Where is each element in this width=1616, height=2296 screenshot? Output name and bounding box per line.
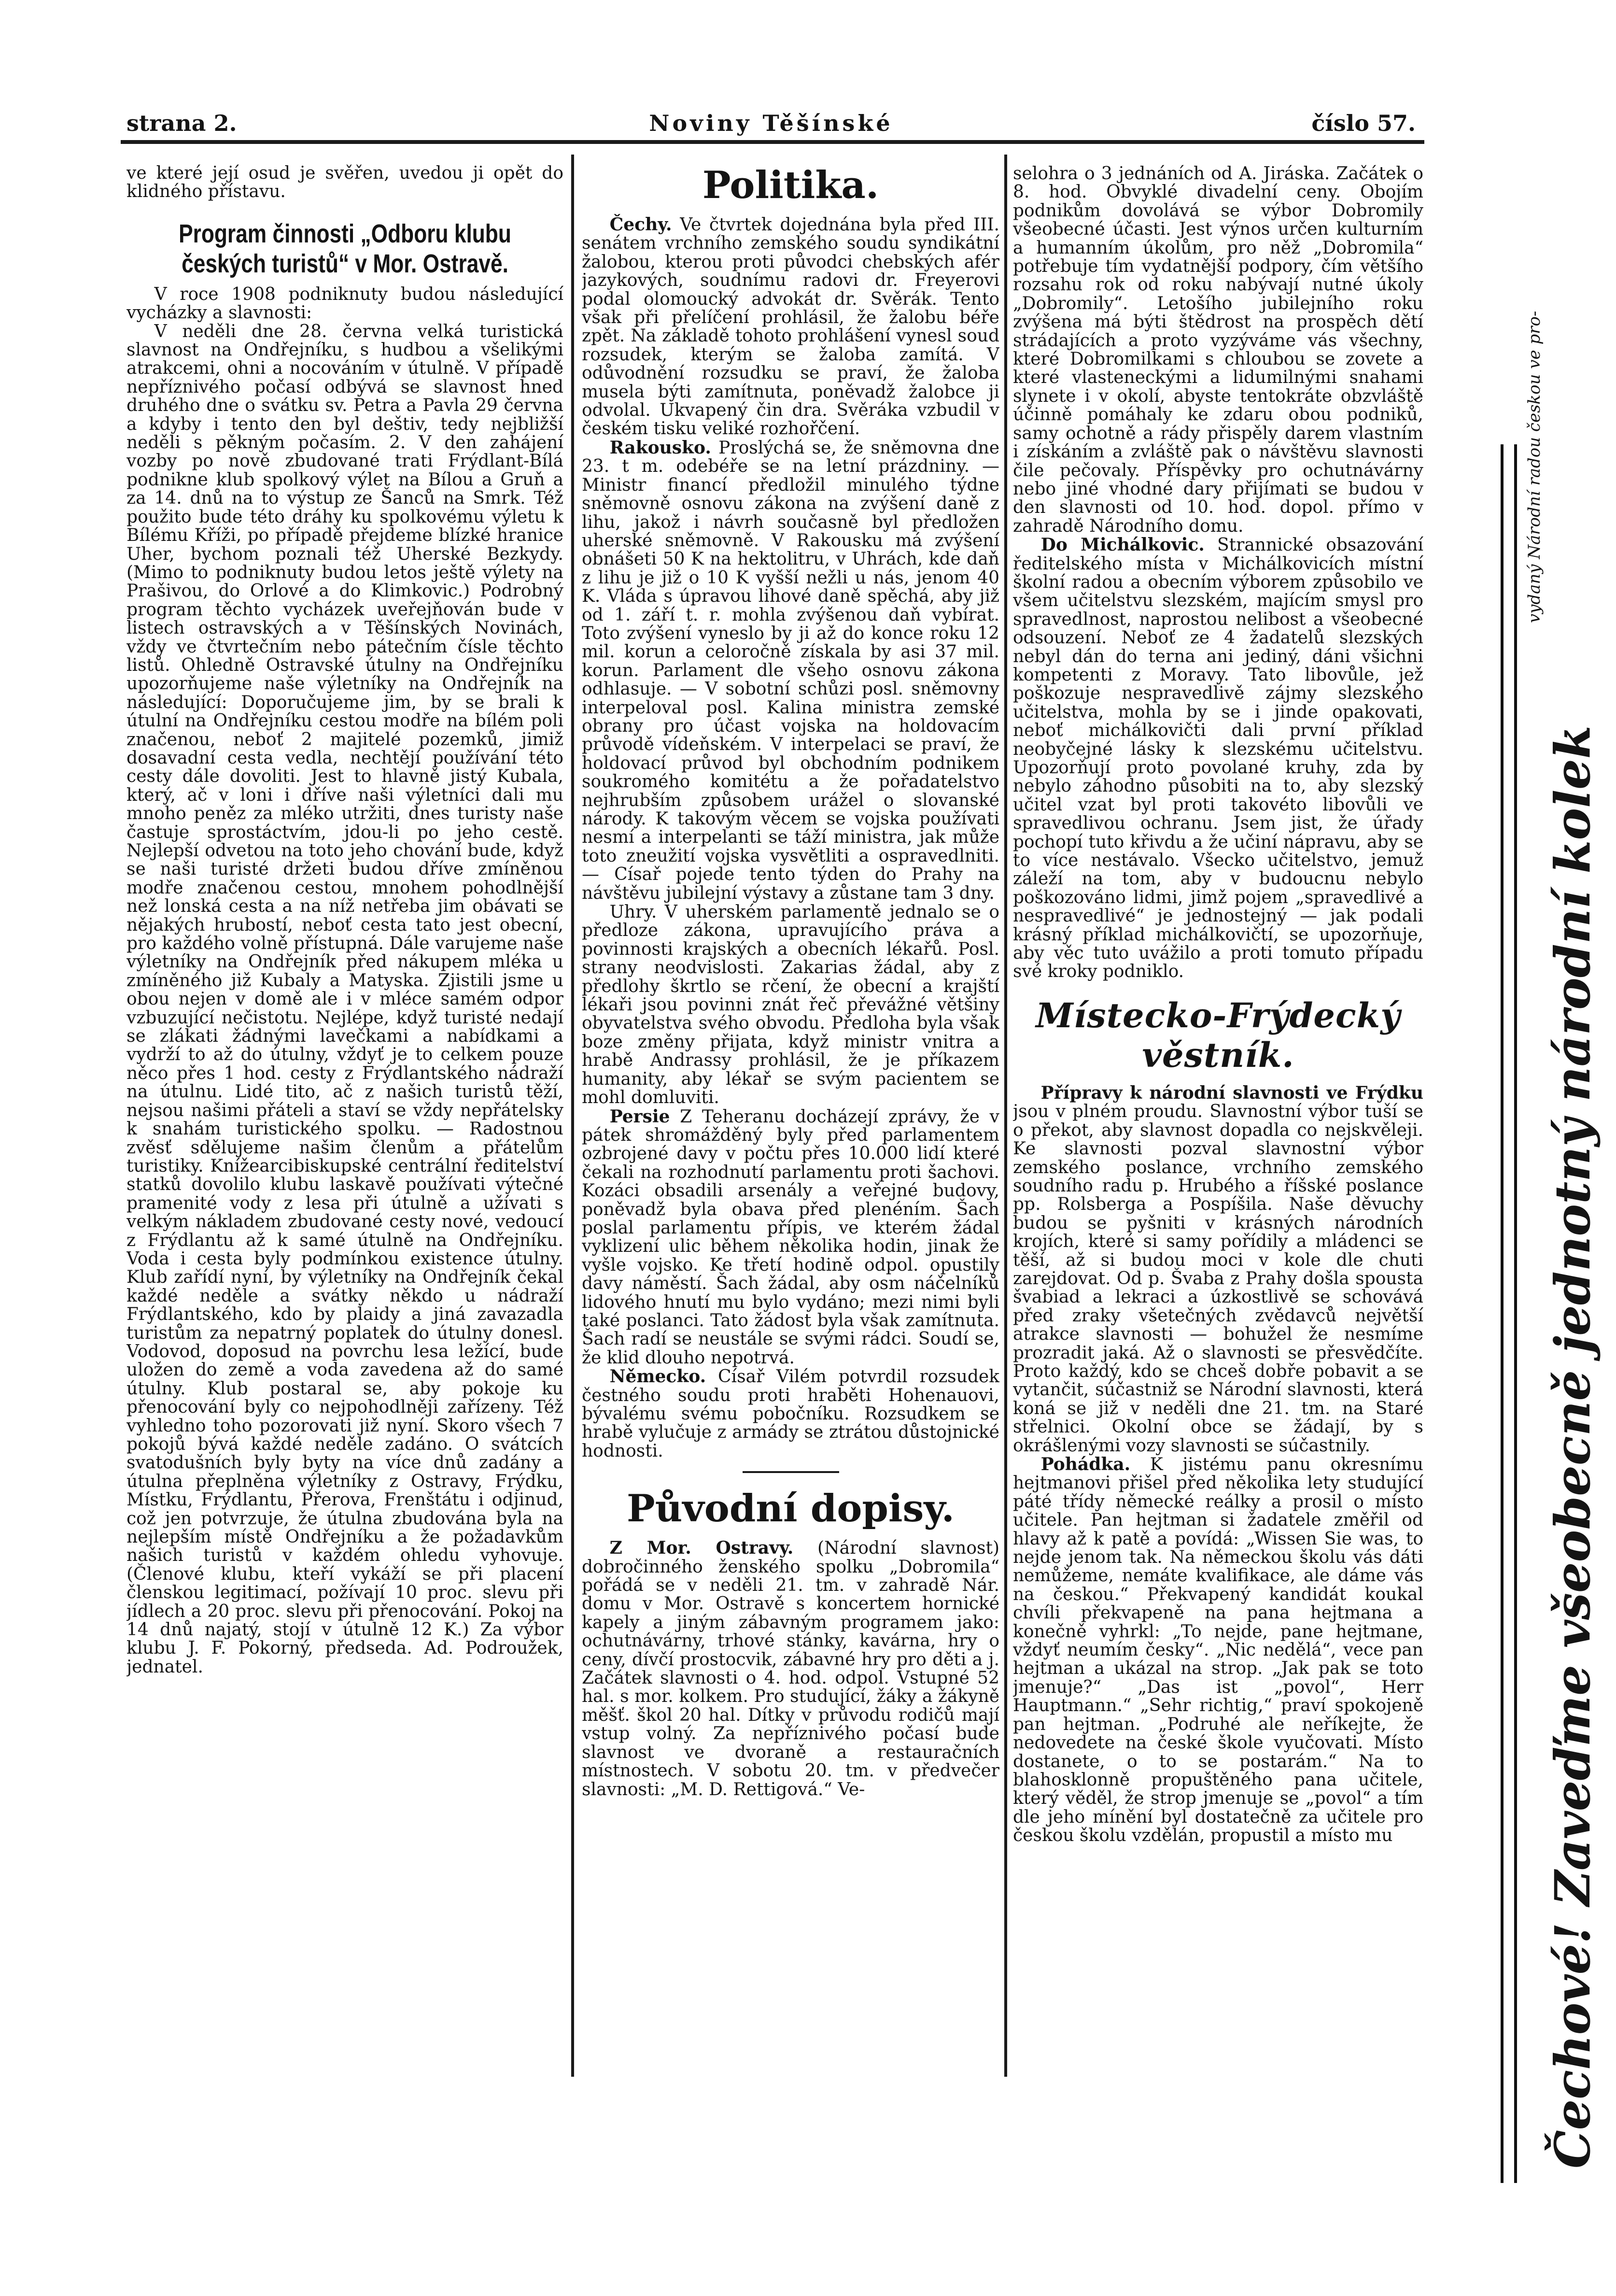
news-item-lead: Pohádka. <box>1040 1454 1131 1474</box>
news-item-lead: Rakousko. <box>609 437 711 458</box>
article-heading-program: Program činnosti „Odboru klubu českých turistů“ v Mor. Ostravě. <box>179 219 511 278</box>
news-item-text: Z Teheranu docházejí zprávy, že v pátek shromážděný byly před parlamentem ozbrojené davy v počtu přes 10.000 lidí které čekali na rozhodnutí parlamentu proti šachovi. Kozáci obsadili arsenály a veřejné budovy, poněvadž byla obava před plenéním. Šach poslal parlamentu přípis, ve kterém žádal vyklizení ulic během několika hodin, jinak že vyšle vojsko. Ke třetí hodině odpol. opustily davy náměstí. Šach žádal, aby osm náčelníků lidového hnutí mu bylo vydáno; mezi nimi byli také poslanci. Tato žádost byla však zamítnuta. Šach radí se neustále se svými rádci. Soudí se, že klid dlouho nepotrvá. <box>582 1106 999 1368</box>
news-item-text: Proslýchá se, že sněmovna dne 23. t m. odebéře se na letní prázdniny. — Ministr financí předložil minulého týdne sněmovně osnovu zákona na zvýšení daně z lihu, jakož i návrh současně byl předložen uherské sněmovně. V Rakousku má zvýšení obnášeti 50 K na hektolitru, v Uhrách, kde daň z lihu je již o 10 K vyšší nežli u nás, jenom 40 K. Vláda s úpravou lihové daně spěchá, aby již od 1. září t. r. mohla zvýšenou daň vybírat. Toto zvýšení vyneslo by ji až do konce roku 12 mil. korun a celoročně získala by asi 37 mil. korun. Parlament dle všeho osnovu zákona odhlasuje. — V sobotní schůzi posl. sněmovny interpeloval posl. Kalina ministra zemské obrany pro účast vojska na holdovacím průvodě vídeňském. V interpelaci se praví, že holdovací průvod byl obchodním podnikem soukromého komitétu a že pořadatelstvo nejhrubším způsobem urážel o slovanské národy. K takovým věcem se vojska používati nesmí a interpelanti se táží ministra, jak může toto zneužití vojska vysvětliti a ospravedlniti. — Císař pojede tento týden do Prahy na návštěvu jubilejní výstavy a zůstane tam 3 dny. <box>582 438 999 903</box>
column-left <box>126 164 563 2077</box>
news-item <box>1013 536 1423 981</box>
news-item-text: Ve čtvrtek dojednána byla před III. senátem vrchního zemského soudu syndikátní žalobou, kterou proti původci chebských afér jazykových, soudnímu radovi dr. Freyerovi podal olomoucký advokát dr. Svěrák. Tento však při přelíčení prohlásil, že žalobu béře zpět. Na základě tohoto prohlášení vynesl soud rozsudek, kterým se žaloba zamítá. V odůvodnění rozsudku se praví, že žaloba musela býti zamítnuta, poněvadž žalobce ji odvolal. Ukvapený čin dra. Svěráka vzbudil v českém tisku veliké rozhořčení. <box>582 215 999 439</box>
section-heading-vestnik: Místecko-Frýdecký věstník. <box>1036 995 1401 1075</box>
article-paragraph: V roce 1908 podniknuty budou následující vycházky a slavnosti: <box>126 284 563 323</box>
news-item-text: (Národní slavnost) dobročinného ženského spolku „Dobromila“ pořádá se v neděli 21. tm. v zahradě Nár. domu v Mor. Ostravě s koncertem hornické kapely a jiným zábavným programem jako: ochutnávárny, trhové stánky, kavárna, hry o ceny, dívčí prostocvik, zábavné hry pro děti a j. Začátek slavnosti o 4. hod. odpol. Vstupné 52 hal. s mor. kolkem. Pro studující, žáky a žákyně měšť. škol 20 hal. Dítky v průvodu rodičů mají vstup volný. Za nepříznivého počasí bude slavnost ve dvoraně a restauračních místnostech. V sobotu 20. tm. v předvečer slavnosti: „M. D. Rettigová.“ Ve- <box>582 1538 999 1800</box>
column-middle <box>582 164 999 2077</box>
page-header <box>126 110 1416 139</box>
sidebar-rule <box>1514 444 1517 2183</box>
column-divider <box>1004 155 1007 2077</box>
article-paragraph: V neděli dne 28. června velká turistická slavnost na Ondřejníku, s hudbou a všelikými atrakcemi, ohni a nocováním v útulně. V případě nepříznivého počasí odbývá se slavnost hned druhého dne o svátku sv. Petra a Pavla 29 června a kdyby i tento den byl deštiv, tedy nejbližší neděli s pěkným počasím. 2. V den zahájení vozby po nově zbudované trati Frýdlant-Bílá podnikne klub spolkový výlet na Bílou a Gruň a za 14. dnů na to výstup ze Šanců na Smrk. Též použito bude této dráhy ku spolkovému výletu k Bílému Kříži, po případě přejdeme blízké hranice Uher, bychom poznali též Uherské Bezkydy. (Mimo to podniknuty budou letos ještě výlety na Prašivou, do Orlové a do Klimkovic.) Podrobný program těchto vycházek uveřejňován bude v listech ostravských a v Těšínských Novinách, vždy ve čtvrtečním nebo pátečním čísle těchto listů. Ohledně Ostravské útulny na Ondřejníku upozorňujeme naše výletníky na Ondřejník na následující: Doporučujeme jim, by se brali k útulní na Ondřejníku cestou modře na bílém poli značenou, neboť 2 majitelé pozemků, jimiž dosavadní cesta vedla, nechtějí používání této cesty dále dovoliti. Jest to hlavně jistý Kubala, který, ač v loni i dříve naši výletníci dali mu mnoho peněz za mléko utržiti, dnes turisty naše častuje sprostáctvím, jdou-li po jeho cestě. Nejlepší odvetou na toto jeho chování bude, když se naši turisté držeti budou dříve zmíněnou modře značenou cestou, mnohem pohodlnější než lonská cesta a na níž netřeba jim obávati se nějakých hrubostí, neboť cesta tato jest obecní, pro každého volně přístupná. Dále varujeme naše výletníky na Ondřejník před nákupem mléka u zmíněného již Kubaly a Matyska. Zjistili jsme u obou nejen v domě ale i v mléce samém odpor vzbuzující nečistotu. Nejlépe, když turisté nedají se zlákati žádnými lavečkami a nabídkami a vydrží to až do útulny, vždyť je to celkem pouze něco přes 1 hod. cesty z Frýdlantského nádraží na útulnu. Lidé tito, ač z našich turistů těží, nejsou našimi přáteli a staví se vždy nepřátelsky k snahám turistického spolku. — Radostnou zvěsť sdělujeme našim členům a přátelům turistiky. Knížearcibiskupské centrální ředitelství statků dovolilo klubu laskavě používati výtečné pramenité vody z lesa při útulně a užívati s velkým nákladem zbudované cesty nové, vedoucí z Frýdlantu až k samé útulně na Ondřejníku. Voda i cesta byly podmínkou existence útulny. Klub zařídí nyní, by výletníky na Ondřejník čekal každé neděle a svátky někdo u nádraží Frýdlantského, kdo by plaidy a jiná zavazadla turistům za nepatrný poplatek do útulny donesl. Vodovod, doposud na povrchu lesa ležící, bude uložen do země a voda zavedena až do samé útulny. Klub postaral se, aby pokoje ku přenocování byly co nejpohodlněji zařízeny. Též vyhledno toho pozorovati již nyní. Skoro všech 7 pokojů bývá každé neděle zadáno. O svátcích svatodušních byly byty na více dnů zadány a útulna přeplněna výletníky z Ostravy, Frýdku, Místku, Frýdlantu, Přerova, Frenštátu i odjinud, což jen potvrzuje, že útulna zbudována byla na nejlepším místě Ondřejníku a že požadavkům našich turistů v každém ohledu vyhovuje. (Členové klubu, kteří vykáží se při placení členskou legitimací, požívají 10 proc. slevu při jídlech a 20 proc. slevu při přenocování. Pokoj na 14 dnů najatý, stojí v útulně 12 K.) Za výbor klubu J. F. Pokorný, předseda. Ad. Podroužek, jednatel. <box>126 321 563 1677</box>
news-item <box>582 1367 999 1460</box>
news-item-text: Uhry. V uherském parlamentě jednalo se o předloze zákona, upravujícího práva a povinnosti krajských a obecních lékařů. Posl. strany neodvislosti. Zakarias žádal, aby z předlohy škrtlo se rčení, že obecní a krajští lékaři jsou povinni znát řeč převážné většiny obyvatelstva svého obvodu. Předloha byla však boze změny přijata, když ministr vnitra a hrabě Andrassy prohlásil, že je příkazem humanity, aby lékař se svým pacientem se mohl domluviti. <box>582 902 999 1108</box>
issue-number-label: číslo 57. <box>1311 110 1416 136</box>
news-item <box>582 439 999 903</box>
sidebar-banner-small: vydaný Národní radou českou ve pro- <box>1525 311 1544 623</box>
column-divider <box>571 155 574 2077</box>
news-item-text: Císař Vilém potvrdil rozsudek čestného soudu proti hraběti Hohenauovi, bývalému svému pobočníku. Rozsudkem se hrabě vylučuje z armády se ztrátou důstojnické hodnosti. <box>582 1367 999 1461</box>
section-separator <box>743 1471 839 1473</box>
news-item-text: jsou v plném proudu. Slavnostní výbor tuší se o překot, aby slavnost dopadla co nejskvěleji. Ke slavnosti pozval slavnostní výbor zemského poslance, vrchního zemského soudního radu p. Hrubého a říšské poslance pp. Rolsberga a Pospíšila. Naše děvuchy budou se pyšniti v krásných národních krojích, které si samy pořídily a mládenci se těší, až si budou moci v kole dle chuti zarejdovat. Od p. Švaba z Prahy došla spousta švabiad a lekraci a úzkostlivě se schovává před zraky všetečných zvědavců největší atrakce slavnosti — bohužel že nesmíme prozradit jaká. Až o slavnosti se přesvědčíte. Proto každý, kdo se chceš dobře pobavit a se vytančit, súčastniž se Národní slavnosti, která koná se již v neděli dne 21. tm. na Staré střelnici. Okolní obce se žádají, by s okrášlenými vozy slavnosti se súčastnily. <box>1013 1102 1423 1456</box>
news-item-lead: Německo. <box>609 1366 706 1387</box>
sidebar-rules <box>1501 444 1520 2183</box>
column-right <box>1013 164 1423 2077</box>
news-item-lead: Z Mor. Ostravy. <box>609 1538 794 1559</box>
section-heading-politika: Politika. <box>702 164 879 207</box>
sidebar-rule <box>1501 444 1504 2183</box>
news-item <box>1013 1084 1423 1455</box>
intro-text: ve které její osud je svěřen, uvedou ji opět do klidného přístavu. <box>126 164 563 202</box>
news-item-text: selohra o 3 jednáních od A. Jiráska. Začátek o 8. hod. Obvyklé divadelní ceny. Obojím podnikům dovolává se výbor Dobromily všeobecné účasti. Jest výnos určen kulturním a humanním úkolům, pro něž „Dobromila“ potřebuje tím vydatnější podpory, čím většího rozsahu rok od roku nabývají nutné úkoly „Dobromily“. Letošího jubilejního roku zvýšena má býti štědrost na prospěch dětí strádajících a proto vyzýváme vás všechny, které Dobromilkami s chloubou se zovete a které vlasteneckými a lidumilnými snahami slynete i v okolí, abyste tentokráte obzvláště účinně pomáhaly ke zdaru obou podniků, samy ochotně a rády přispěly darem vlastním i získáním a zvláště pak o návštěvu slavnosti čile pečovaly. Příspěvky pro ochutnávárny nebo jiné vhodné dary přijímati se budou v den slavnosti od 10. hod. dopol. přímo v zahradě Národního domu. <box>1013 164 1423 536</box>
news-item <box>1013 164 1423 536</box>
masthead-title: Noviny Těšínské <box>649 110 893 136</box>
news-item-text: Strannické obsazování ředitelského místa v Michálkovicích místní školní radou a obecním výborem způsobilo ve všem učitelstvu slezském, majícím smysl pro spravedlnost, naprostou nelibost a všeobecné odsouzení. Neboť ze 4 žadatelů slezských nebyl dán do terna ani jediný, dáni všichni kompetenti z Moravy. Tato libovůle, jež poškozuje nespravedlivě zájmy slezského učitelstva, mohla by se i jinde opakovati, neboť michálkovičti dali první příklad neobyčejné lásky k slezskému učitelstvu. Upozorňují proto povolané kruhy, zda by nebylo záhodno působiti na to, aby slezský učitel vzat byl proti takovéto libovůli ve spravedlivou ochranu. Jsem jist, že úřady pochopí tuto křivdu a že učiní nápravu, aby se to více nestávalo. Všecko učitelstvo, jemuž záleží na tom, aby v budoucnu nebylo poškozováno lidmi, jimž pojem „spravedlivé a nespravedlivé“ je jednostejný — jak podali krásný příklad michálkovičtí, se upozorňuje, aby věc tuto uvážilo a proti tomuto případu své kroky podniklo. <box>1013 535 1423 982</box>
news-item-lead: Čechy. <box>609 214 672 235</box>
news-item-lead: Do Michálkovic. <box>1040 535 1205 555</box>
sidebar-banner <box>1525 311 1616 2168</box>
news-item <box>582 1539 999 1799</box>
news-item <box>1013 1455 1423 1845</box>
section-heading-dopisy: Původní dopisy. <box>627 1487 955 1531</box>
page-number-label: strana 2. <box>126 110 237 136</box>
news-item <box>582 215 999 439</box>
sidebar-banner-main: Čechové! Zaveďme všeobecně jednotný národní kolek <box>1544 725 1601 2168</box>
header-rule <box>121 140 1424 144</box>
news-item-lead: Přípravy k národní slavnosti ve Frýdku <box>1040 1082 1423 1103</box>
news-item-text: K jistému panu okresnímu hejtmanovi přišel před několika lety studující páté třídy německé reálky a prosil o místo učitele. Pan hejtman si žadatele změřil od hlavy až k patě a povídá: „Wissen Sie was, to nejde jenom tak. Na německou školu vás dáti nemůžeme, nemáte kvalifikace, ale dáme vás na českou.“ Překvapený kandidát koukal chvíli překvapeně na pana hejtmana a konečně vyhrkl: „To nejde, pane hejtmane, vždyť neumím česky“. „Nic nedělá“, vece pan hejtman a ukázal na strop. „Jak pak se toto jmenuje?“ „Das ist „povol“, Herr Hauptmann.“ „Sehr richtig,“ praví spokojeně pan hejtman. „Podruhé ale neříkejte, že nedovedete na české škole vyučovati. Místo dostanete, o to se postarám.“ Na to blahosklonně propuštěného pana učitele, který věděl, že strop jmenuje se „povol“ a tím dle jeho mínění byl dostatečně za učitele pro českou školu vzdělán, propustil a místo mu <box>1013 1455 1423 1846</box>
news-item <box>582 1107 999 1368</box>
news-item-lead: Persie <box>609 1106 670 1127</box>
news-item <box>582 903 999 1107</box>
